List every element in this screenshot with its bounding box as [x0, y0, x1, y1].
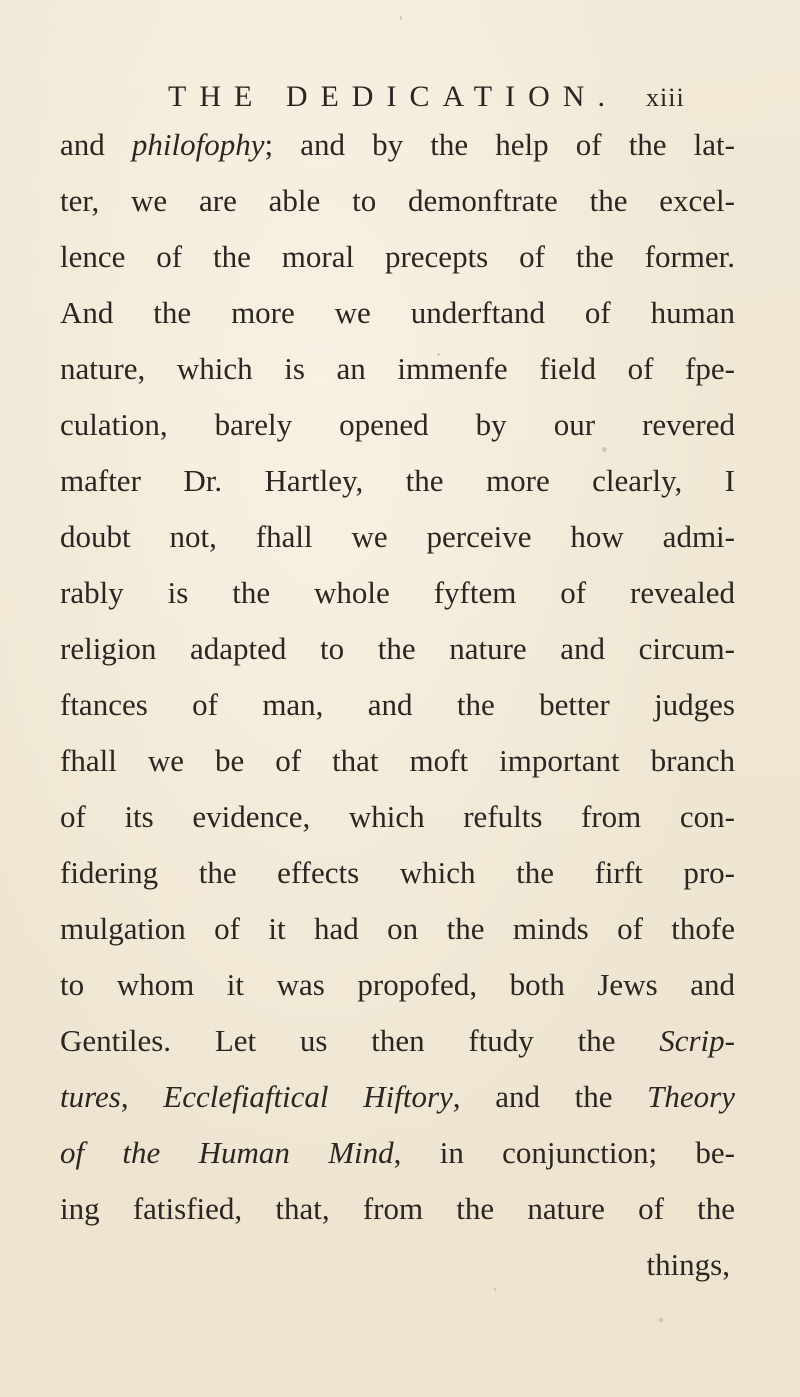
text-run: ftances of man, and the better judges [60, 687, 735, 722]
text-run: doubt not, fhall we perceive how admi- [60, 519, 735, 554]
text-line [60, 173, 735, 229]
italic-text: Ecclefiaftical Hiftory [163, 1079, 453, 1114]
text-run: mulgation of it had on the minds of thofe [60, 911, 735, 946]
text-run: , and the [452, 1079, 648, 1114]
text-run: ter, we are able to demonftrate the excel- [60, 183, 735, 218]
text-run: Gentiles. Let us then ftudy the [60, 1023, 660, 1058]
running-head-title: THE DEDICATION. [168, 80, 618, 113]
text-line [60, 1125, 735, 1181]
text-line [60, 453, 735, 509]
text-run: to whom it was propofed, both Jews and [60, 967, 735, 1002]
text-run: lence of the moral precepts of the former. [60, 239, 735, 274]
italic-text: Theory [647, 1079, 735, 1114]
text-line [60, 397, 735, 453]
text-line [60, 285, 735, 341]
text-run: nature, which is an immenfe field of fpe- [60, 351, 735, 386]
text-line [60, 789, 735, 845]
text-line [60, 1181, 735, 1237]
text-run: fidering the effects which the firft pro- [60, 855, 735, 890]
paper-speck [400, 16, 402, 20]
text-line [60, 341, 735, 397]
text-run: fhall we be of that moft important branch [60, 743, 735, 778]
text-line [60, 677, 735, 733]
text-run: ; and by the help of the lat- [264, 127, 735, 162]
italic-text: tures [60, 1079, 121, 1114]
text-run: culation, barely opened by our revered [60, 407, 735, 442]
page-number: xiii [646, 83, 685, 112]
italic-text: Scrip- [659, 1023, 735, 1058]
text-run: and [60, 127, 132, 162]
text-run: And the more we underftand of human [60, 295, 735, 330]
text-run: , in conjunction; be- [393, 1135, 735, 1170]
italic-text: of the Human Mind [60, 1135, 394, 1170]
text-line [60, 957, 735, 1013]
text-line [60, 621, 735, 677]
text-line [60, 565, 735, 621]
body-text [60, 117, 735, 1293]
text-run: mafter Dr. Hartley, the more clearly, I [60, 463, 735, 498]
text-line [60, 901, 735, 957]
text-line [60, 229, 735, 285]
text-run: things, [646, 1247, 730, 1282]
text-line [60, 117, 735, 173]
text-run: religion adapted to the nature and circum- [60, 631, 735, 666]
text-run: rably is the whole fyftem of revealed [60, 575, 735, 610]
italic-text: philofophy [131, 127, 265, 162]
text-line [60, 509, 735, 565]
text-line [60, 1069, 735, 1125]
text-run: , [120, 1079, 164, 1114]
paper-speck [659, 1318, 663, 1322]
text-line [60, 845, 735, 901]
text-run: ing fatisfied, that, from the nature of the [60, 1191, 735, 1226]
text-line [60, 733, 735, 789]
running-head [0, 80, 800, 120]
text-line [60, 1237, 735, 1293]
text-line [60, 1013, 735, 1069]
text-run: of its evidence, which refults from con- [60, 799, 735, 834]
